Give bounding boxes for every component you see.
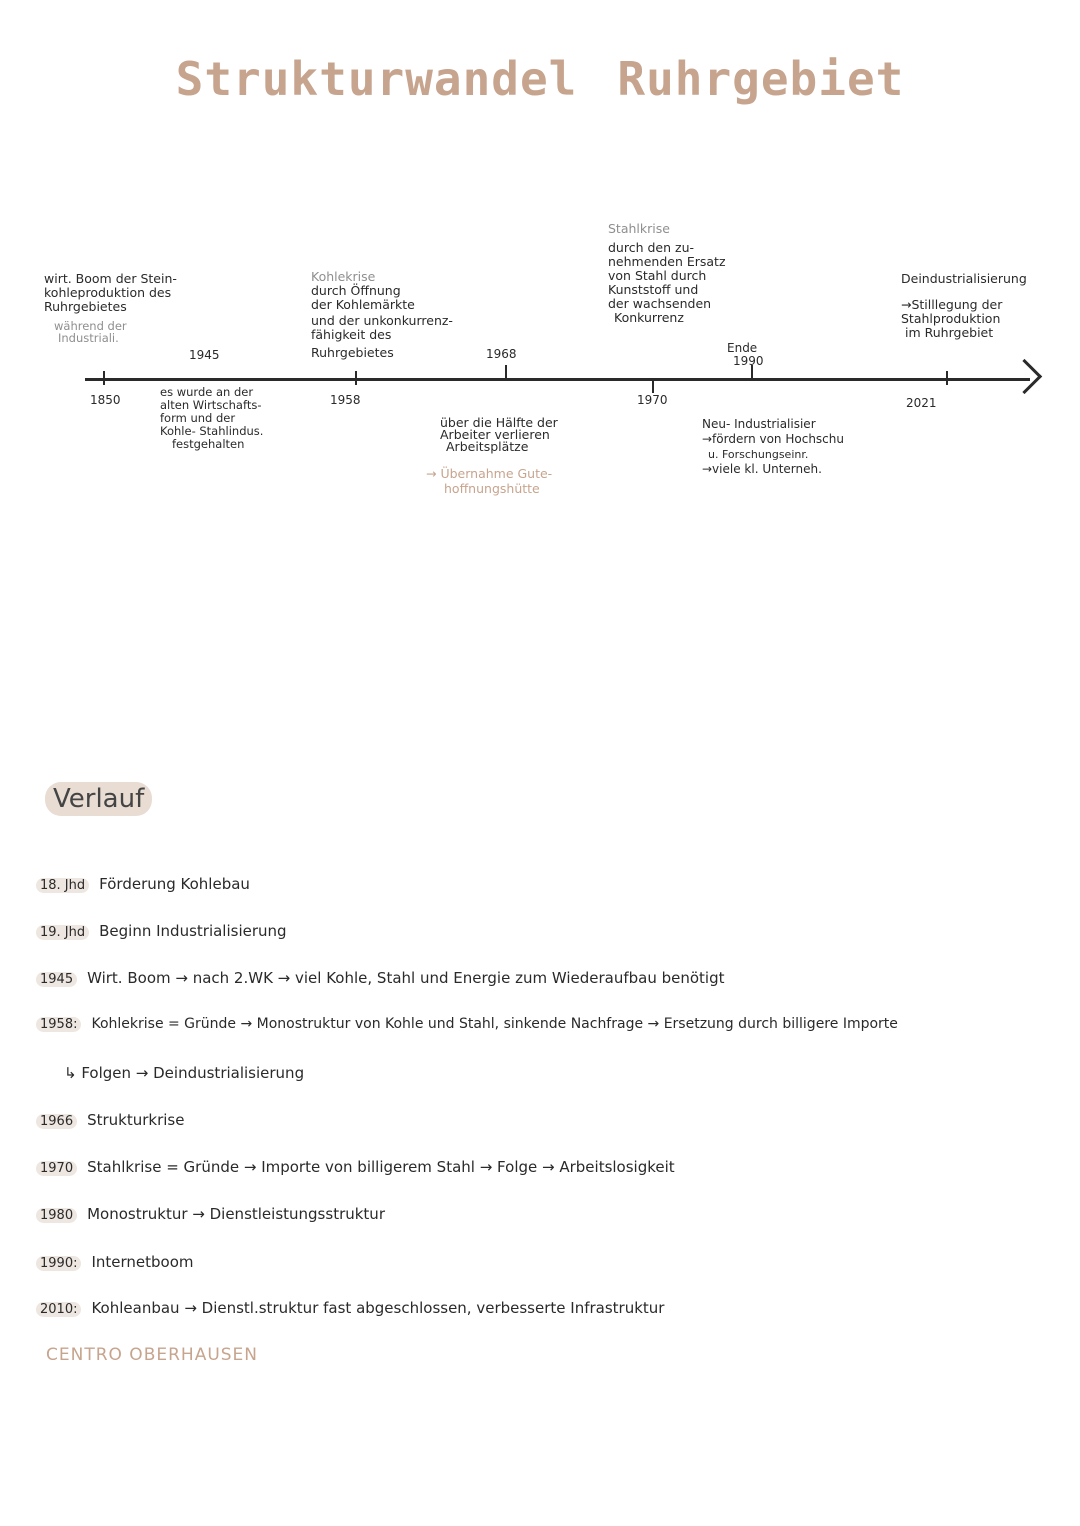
note-1945-line: festgehalten xyxy=(172,437,245,451)
note-kohlekrise-head: Kohlekrise xyxy=(311,269,376,284)
timeline-axis xyxy=(85,378,1030,381)
list-item xyxy=(36,969,725,987)
year-2021: 2021 xyxy=(906,396,937,410)
note-kohlekrise-line: fähigkeit des xyxy=(311,327,392,342)
footer-note: CENTRO OBERHAUSEN xyxy=(46,1345,259,1365)
note-deindustrialisierung xyxy=(901,272,1027,340)
row-year: 1966 xyxy=(36,1114,77,1129)
note-stahlkrise-line: Kunststoff und xyxy=(608,282,699,297)
row-text: Monostruktur → Dienstleistungsstruktur xyxy=(87,1205,385,1223)
tick-2021 xyxy=(946,371,948,385)
note-kohlekrise-line: und der unkonkurrenz- xyxy=(311,313,453,328)
note-deind-line: im Ruhrgebiet xyxy=(905,325,994,340)
row-year: 1990: xyxy=(36,1256,81,1271)
note-uebernahme-line: → Übernahme Gute- xyxy=(426,466,553,481)
note-neuindustrialisierung xyxy=(702,417,844,477)
list-item xyxy=(64,1064,304,1082)
note-neu-line: →viele kl. Unterneh. xyxy=(702,462,822,476)
note-kohlekrise-line: Ruhrgebietes xyxy=(311,345,394,360)
note-arbeiter-line: Arbeitsplätze xyxy=(446,439,529,454)
note-stahlkrise xyxy=(608,222,726,325)
note-uebernahme-line: hoffnungshütte xyxy=(444,481,540,496)
note-boom-line: wirt. Boom der Stein- xyxy=(44,271,177,286)
year-1945: 1945 xyxy=(189,348,220,362)
note-uebernahme xyxy=(426,466,552,496)
list-item xyxy=(36,1111,184,1129)
row-text: Förderung Kohlebau xyxy=(99,875,250,893)
list-item xyxy=(36,1205,385,1223)
row-year: 18. Jhd xyxy=(36,878,89,893)
note-stahlkrise-line: durch den zu- xyxy=(608,240,695,255)
page-title xyxy=(0,52,1080,106)
row-text: Kohleanbau → Dienstl.struktur fast abgeschlossen, verbesserte Infrastruktur xyxy=(91,1299,665,1317)
note-1945-line: form und der xyxy=(160,411,236,425)
note-1945-line: Kohle- Stahlindus. xyxy=(160,424,264,438)
list-item xyxy=(36,1299,664,1317)
note-1945 xyxy=(160,386,263,451)
row-text: ↳ Folgen → Deindustrialisierung xyxy=(64,1064,305,1082)
tick-1968 xyxy=(505,365,507,379)
note-deind-line: Stahlproduktion xyxy=(901,311,1001,326)
year-1970: 1970 xyxy=(637,393,668,407)
note-boom-line: kohleproduktion des xyxy=(44,285,172,300)
year-1990: 1990 xyxy=(733,354,764,368)
tick-1958 xyxy=(355,371,357,385)
year-1968: 1968 xyxy=(486,347,517,361)
row-year: 1945 xyxy=(36,972,77,987)
note-1945-line: es wurde an der xyxy=(160,385,254,399)
note-stahlkrise-line: Konkurrenz xyxy=(614,310,684,325)
note-boom-line: Ruhrgebietes xyxy=(44,299,127,314)
row-text: Strukturkrise xyxy=(87,1111,185,1129)
row-text: Kohlekrise = Gründe → Monostruktur von Kohle und Stahl, sinkende Nachfrage → Ersetzung durch billigere Importe xyxy=(91,1016,898,1032)
year-1850: 1850 xyxy=(90,393,121,407)
note-stahlkrise-head: Stahlkrise xyxy=(608,221,670,236)
tick-1850 xyxy=(103,371,105,385)
note-stahlkrise-line: nehmenden Ersatz xyxy=(608,254,726,269)
tick-1970 xyxy=(652,379,654,393)
list-item xyxy=(36,1253,194,1271)
note-neu-line: Neu- Industrialisier xyxy=(702,417,816,431)
row-year: 1980 xyxy=(36,1208,77,1223)
note-arbeiter xyxy=(440,417,558,453)
arrow-right-icon xyxy=(1007,359,1042,394)
note-boom xyxy=(44,272,177,344)
year-1958: 1958 xyxy=(330,393,361,407)
row-year: 1970 xyxy=(36,1161,77,1176)
note-neu-line: u. Forschungseinr. xyxy=(708,448,809,461)
note-stahlkrise-line: der wachsenden xyxy=(608,296,712,311)
note-1945-line: alten Wirtschafts- xyxy=(160,398,262,412)
row-text: Stahlkrise = Gründe → Importe von billigerem Stahl → Folge → Arbeitslosigkeit xyxy=(87,1158,675,1176)
note-neu-line: →fördern von Hochschu xyxy=(702,432,844,446)
row-year: 19. Jhd xyxy=(36,925,89,940)
note-deind-line: →Stilllegung der xyxy=(901,297,1003,312)
ende-label: Ende xyxy=(727,341,758,355)
list-item xyxy=(36,1158,675,1176)
title-word-1: Strukturwandel xyxy=(175,52,578,106)
note-boom-sub: Industriali. xyxy=(58,331,119,345)
row-text: Beginn Industrialisierung xyxy=(99,922,287,940)
row-text: Internetboom xyxy=(91,1253,194,1271)
list-item xyxy=(36,922,287,940)
note-deind-head: Deindustrialisierung xyxy=(901,271,1027,286)
title-word-2: Ruhrgebiet xyxy=(617,52,905,106)
note-arbeiter-line: Arbeiter verlieren xyxy=(440,427,550,442)
row-year: 2010: xyxy=(36,1302,81,1317)
list-item xyxy=(36,875,250,893)
note-kohlekrise-line: durch Öffnung xyxy=(311,283,401,298)
section-heading-verlauf: Verlauf xyxy=(45,782,152,816)
note-boom-sub: während der xyxy=(54,319,127,333)
row-year: 1958: xyxy=(36,1017,81,1032)
note-stahlkrise-line: von Stahl durch xyxy=(608,268,707,283)
note-arbeiter-line: über die Hälfte der xyxy=(440,415,558,430)
note-kohlekrise xyxy=(311,270,453,360)
list-item xyxy=(36,1016,898,1032)
note-kohlekrise-line: der Kohlemärkte xyxy=(311,297,415,312)
row-text: Wirt. Boom → nach 2.WK → viel Kohle, Stahl und Energie zum Wiederaufbau benötigt xyxy=(87,969,725,987)
